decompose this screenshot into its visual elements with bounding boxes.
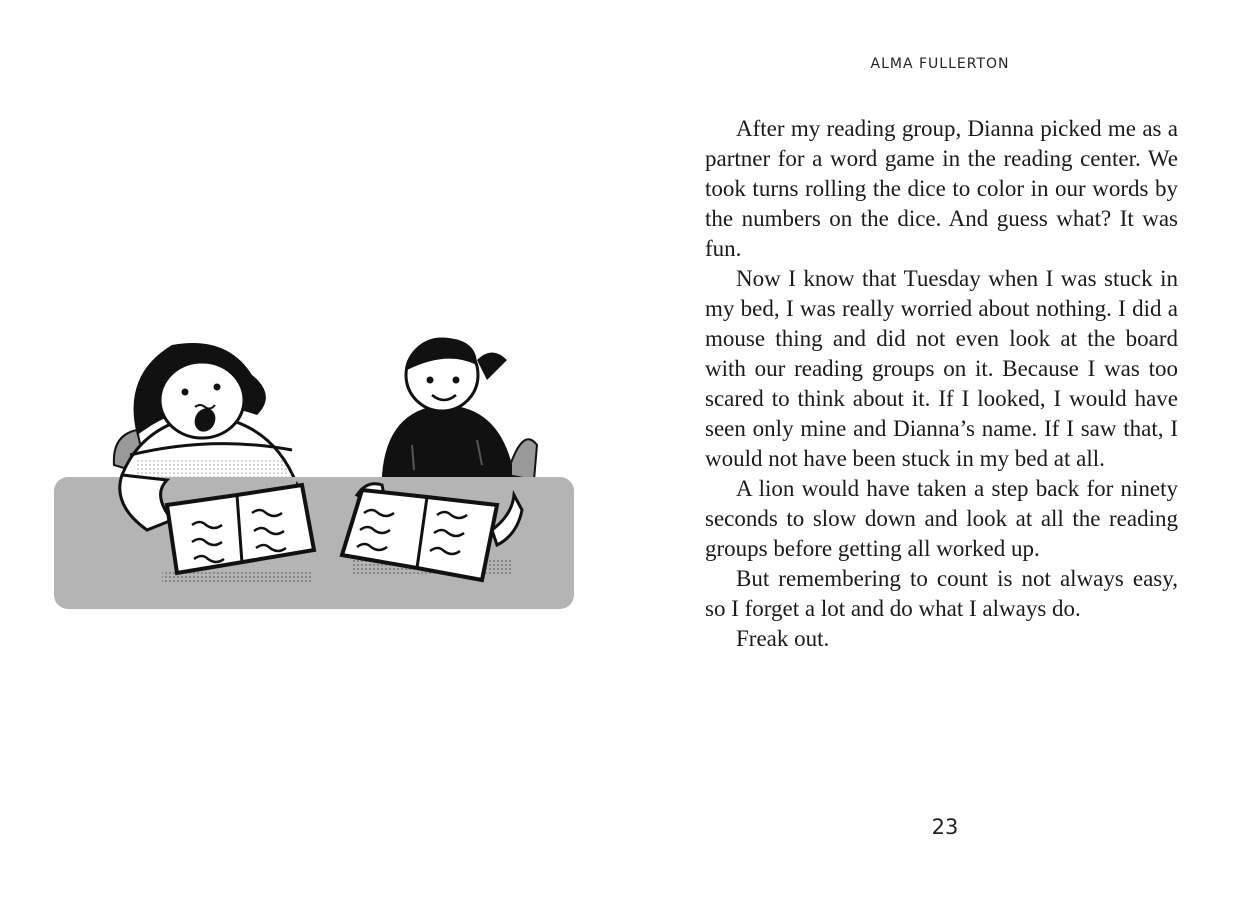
- running-head-author: ALMA FULLERTON: [870, 56, 1010, 72]
- paragraph: But remembering to count is not always easy, so I forget a lot and do what I always do.: [705, 566, 1178, 621]
- paragraph: A lion would have taken a step back for ninety seconds to slow down and look at all the reading groups before getting all worked up.: [705, 476, 1178, 561]
- paragraph: Freak out.: [736, 626, 830, 651]
- body-text: [705, 114, 1178, 654]
- paragraph: After my reading group, Dianna picked me as a partner for a word game in the reading center. We took turns rolling the dice to color in our words by the numbers on the dice. And guess what? It was fun.: [705, 116, 1178, 261]
- reading-girls-illustration: [52, 335, 578, 613]
- paragraph: Now I know that Tuesday when I was stuck in my bed, I was really worried about nothing. I did a mouse thing and did not even look at the board with our reading groups on it. Because I was too scared to think about it. If I looked, I would have seen only mine and Dianna’s name. If I saw that, I would not have been stuck in my bed at all.: [705, 266, 1178, 471]
- page-number: 23: [931, 815, 959, 839]
- illustration-art: [52, 335, 578, 613]
